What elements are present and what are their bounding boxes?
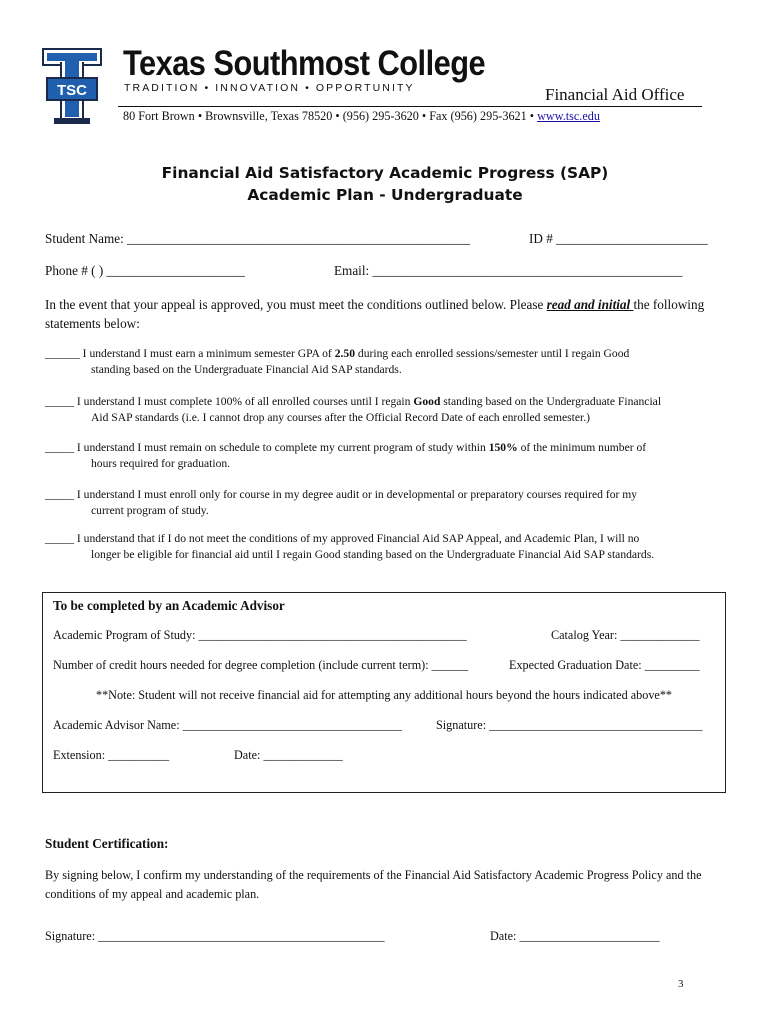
advisor-note: **Note: Student will not receive financial aid for attempting any additional hours beyond the hours indicated above**: [95, 688, 673, 702]
college-tagline: TRADITION • INNOVATION • OPPORTUNITY: [124, 82, 415, 94]
form-subtitle: Academic Plan - Undergraduate: [247, 186, 523, 204]
address-line: [123, 109, 600, 124]
graduation-date-field[interactable]: Expected Graduation Date: _________: [509, 658, 700, 672]
statement-gpa[interactable]: ______ I understand I must earn a minimum semester GPA of 2.50 during each enrolled sessions/semester until I regain Good standing based on the Undergraduate Financial Aid SAP standards.: [45, 347, 630, 376]
website-link[interactable]: www.tsc.edu: [537, 109, 600, 123]
header-divider: [118, 106, 702, 107]
statement-schedule[interactable]: _____ I understand I must remain on schedule to complete my current program of study within 150% of the minimum number of hours required for graduation.: [45, 441, 647, 470]
intro-paragraph: [45, 295, 725, 333]
statement-eligibility[interactable]: _____ I understand that if I do not meet the conditions of my approved Financial Aid SAP Appeal, and Academic Plan, I will no longer be eligible for financial aid until I regain Good standing based on the Undergraduate Financial Aid SAP standards.: [45, 532, 655, 561]
address-text: 80 Fort Brown • Brownsville, Texas 78520 • (956) 295-3620 • Fax (956) 295-3621 •: [123, 109, 538, 123]
tsc-logo: [40, 44, 104, 126]
intro-part1: In the event that your appeal is approved, you must meet the conditions outlined below. Please: [45, 297, 547, 312]
form-title: Financial Aid Satisfactory Academic Progress (SAP): [161, 164, 609, 182]
student-name-field[interactable]: Student Name: ____________________________________________________: [45, 231, 470, 246]
read-and-initial-emphasis: read and initial: [546, 297, 634, 312]
student-date-field[interactable]: Date: _______________________: [490, 929, 660, 943]
student-signature-field[interactable]: Signature: _______________________________________________: [45, 929, 385, 943]
extension-field[interactable]: Extension: __________: [53, 748, 170, 762]
advisor-date-field[interactable]: Date: _____________: [234, 748, 343, 762]
statement-completion[interactable]: _____ I understand I must complete 100% of all enrolled courses until I regain Good standing based on the Undergraduate Financial Aid SAP standards (i.e. I cannot drop any courses after the Official Record Date of each enrolled semester.): [45, 395, 662, 424]
catalog-year-field[interactable]: Catalog Year: _____________: [551, 628, 700, 642]
intro-part2: the following statements below:: [45, 297, 705, 331]
certification-heading: Student Certification:: [45, 836, 169, 851]
phone-field[interactable]: Phone # ( ) _____________________: [45, 263, 246, 278]
college-name: Texas Southmost College: [123, 44, 486, 83]
email-field[interactable]: Email: _______________________________________________: [334, 263, 683, 278]
office-name: Financial Aid Office: [545, 85, 685, 104]
credit-hours-field[interactable]: Number of credit hours needed for degree completion (include current term): ______: [53, 658, 469, 672]
certification-body: By signing below, I confirm my understanding of the requirements of the Financial Aid Satisfactory Academic Progress Policy and the conditions of my appeal and academic plan.: [45, 868, 702, 901]
program-of-study-field[interactable]: Academic Program of Study: ____________________________________________: [53, 628, 467, 642]
logo-letters: TSC: [57, 82, 87, 99]
page-number: 3: [678, 978, 684, 990]
student-id-field[interactable]: ID # _______________________: [529, 231, 708, 246]
statement-degree-audit[interactable]: _____ I understand I must enroll only for course in my degree audit or in developmental or preparatory courses required for my current program of study.: [45, 488, 638, 517]
advisor-name-field[interactable]: Academic Advisor Name: ____________________________________: [53, 718, 402, 732]
advisor-signature-field[interactable]: Signature: ___________________________________: [436, 718, 703, 732]
advisor-heading: To be completed by an Academic Advisor: [53, 598, 285, 613]
